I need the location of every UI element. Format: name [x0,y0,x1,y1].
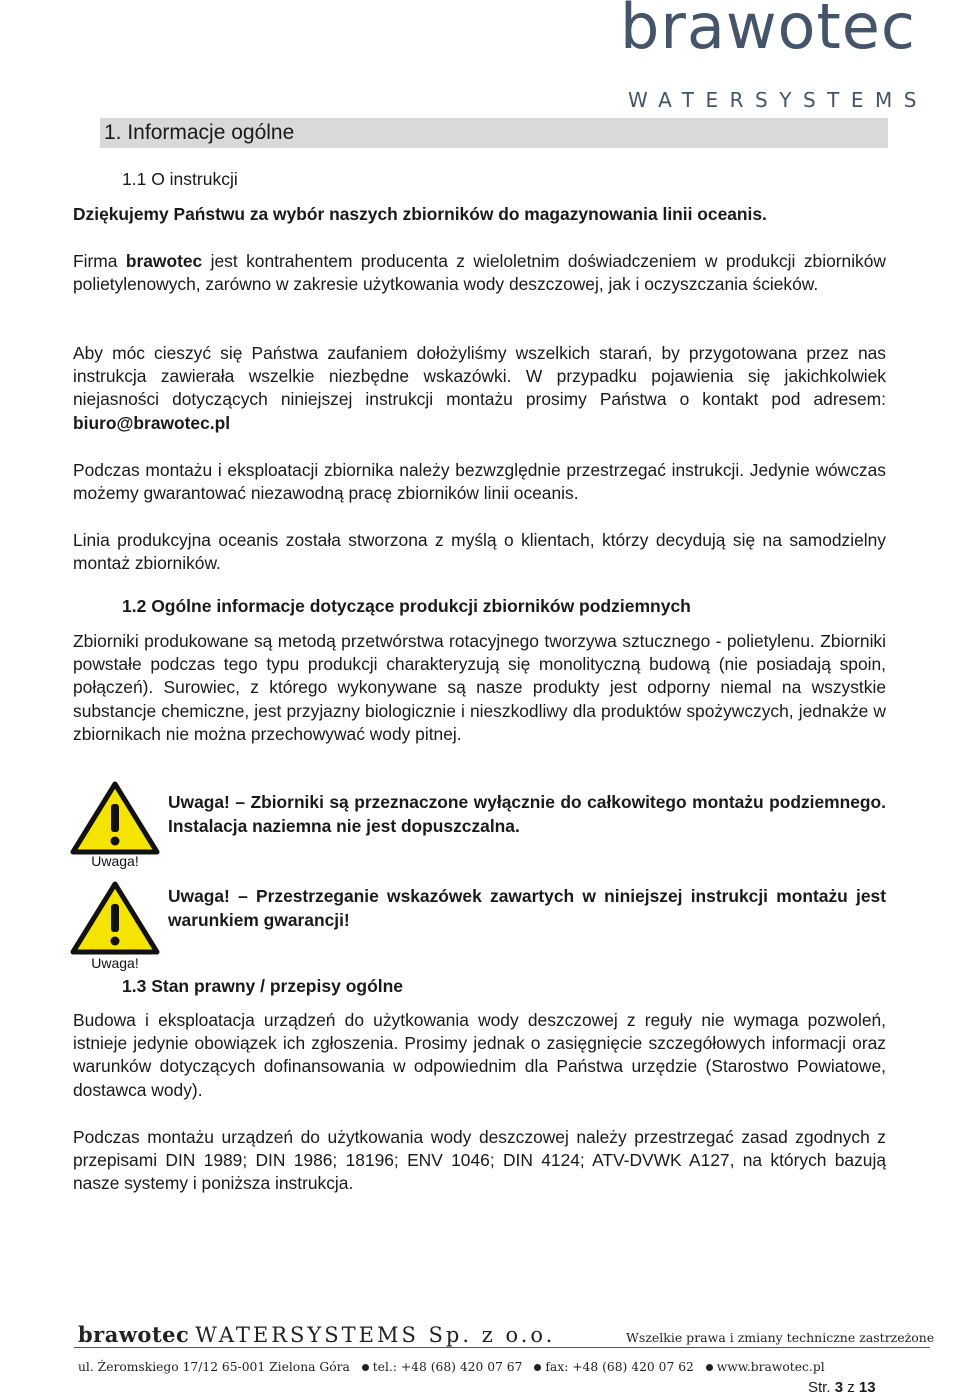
paragraph-installation: Podczas montażu i eksploatacji zbiornika należy bezwzględnie przestrzegać instrukcji. Jedynie wówczas możemy gwarantować niezawodną pracę zbiorników linii oceanis. [73,460,886,504]
warning-text-underground: Uwaga! – Zbiorniki są przeznaczone wyłącznie do całkowitego montażu podziemnego. Instalacja naziemna nie jest dopuszczalna. [168,792,886,836]
footer-fax: fax: +48 (68) 420 07 62 [545,1360,694,1374]
paragraph-company-post: jest kontrahentem producenta z wieloletnim doświadczeniem w produkcji zbiorników polietylenowych, zarówno w zakresie użytkowania wody deszczowej, jak i oczyszczania ścieków. [73,251,886,295]
page-separator: z [843,1379,859,1396]
warning-text-guarantee: Uwaga! – Przestrzeganie wskazówek zawartych w niniejszej instrukcji montażu jest warunkiem gwarancji! [168,886,886,930]
footer-contact [78,1360,825,1374]
section-1-title: 1. Informacje ogólne [104,121,295,144]
footer-rights: Wszelkie prawa i zmiany techniczne zastrzeżone [626,1330,935,1345]
paragraph-production: Zbiorniki produkowane są metodą przetwórstwa rotacyjnego tworzywa sztucznego - polietylenu. Zbiorniki powstałe podczas tego typu produkcji charakteryzują się monolityczną budową (nie posiadają spoin, połączeń). Surowiec, z którego wykonywane są nasze produkty jest odporny niemal na wszystkie substancje chemiczne, jest przyjazny biologicznie i nieszkodliwy dla produktów spożywczych, jednakże w zbiornikach nie można przechowywać wody pitnej. [73,631,886,744]
warning-triangle-icon [70,780,160,870]
logo-wordmark: brawotec [620,0,917,63]
warning-icon-label: Uwaga! [91,955,139,971]
section-1-3-title: 1.3 Stan prawny / przepisy ogólne [122,976,404,996]
contact-email: biuro@brawotec.pl [73,412,231,433]
warning-sign [70,780,160,875]
paragraph-product-line: Linia produkcyjna oceanis została stworzona z myślą o klientach, którzy decydują się na samodzielny montaż zbiorników. [73,530,886,574]
page-current: 3 [834,1379,844,1396]
paragraph-company-pre: Firma [73,251,126,271]
warning-icon-label: Uwaga! [91,853,139,869]
page-total: 13 [858,1379,876,1396]
paragraph-company [73,250,886,296]
footer-tel: tel.: +48 (68) 420 07 67 [372,1360,523,1374]
footer-brand-name: brawotec [78,1322,190,1347]
brand-logo [620,0,960,112]
footer-brand-rest: WATERSYSTEMS Sp. z o.o. [195,1323,556,1347]
paragraph-legal: Budowa i eksploatacja urządzeń do użytkowania wody deszczowej z reguły nie wymaga pozwoleń, istnieje jedynie obowiązek ich zgłoszenia. Prosimy jednak o zasięgnięcie szczegółowych informacji oraz warunków dotyczących dofinansowania w odpowiednim dla Państwa urzędzie (Starostwo Powiatowe, dostawca wody). [73,1010,886,1100]
intro-lead: Dziękujemy Państwu za wybór naszych zbiorników do magazynowania linii oceanis. [73,204,767,224]
paragraph-contact [73,342,886,435]
bullet-icon [362,1364,369,1371]
footer-address: ul. Żeromskiego 17/12 65-001 Zielona Góra [78,1360,350,1374]
warning-triangle-icon [70,880,160,972]
company-name: brawotec [125,251,203,271]
paragraph-contact-text: Aby móc cieszyć się Państwa zaufaniem dołożyliśmy wszelkich starań, by przygotowana przez nas instrukcja zawierała wszelkie niezbędne wskazówki. W przypadku pojawienia się jakichkolwiek niejasności dotyczących niniejszej instrukcji montażu prosimy Państwa o kontakt pod adresem: [73,343,886,410]
footer-brand [78,1322,555,1347]
bullet-icon [706,1364,713,1371]
footer-divider [74,1347,930,1348]
page-prefix: Str. [808,1379,835,1396]
logo-subtitle: WATERSYSTEMS [628,88,928,112]
footer-website: www.brawotec.pl [716,1360,825,1374]
paragraph-standards: Podczas montażu urządzeń do użytkowania wody deszczowej należy przestrzegać zasad zgodnych z przepisami DIN 1989; DIN 1986; 18196; ENV 1046; DIN 4124; ATV-DVWK A127, na których bazują nasze systemy i poniższa instrukcja. [73,1127,886,1194]
bullet-icon [534,1364,541,1371]
section-1-2-title: 1.2 Ogólne informacje dotyczące produkcji zbiorników podziemnych [122,596,691,616]
warning-sign [70,880,160,977]
page-number [808,1379,876,1396]
section-1-1-title: 1.1 O instrukcji [122,169,238,189]
